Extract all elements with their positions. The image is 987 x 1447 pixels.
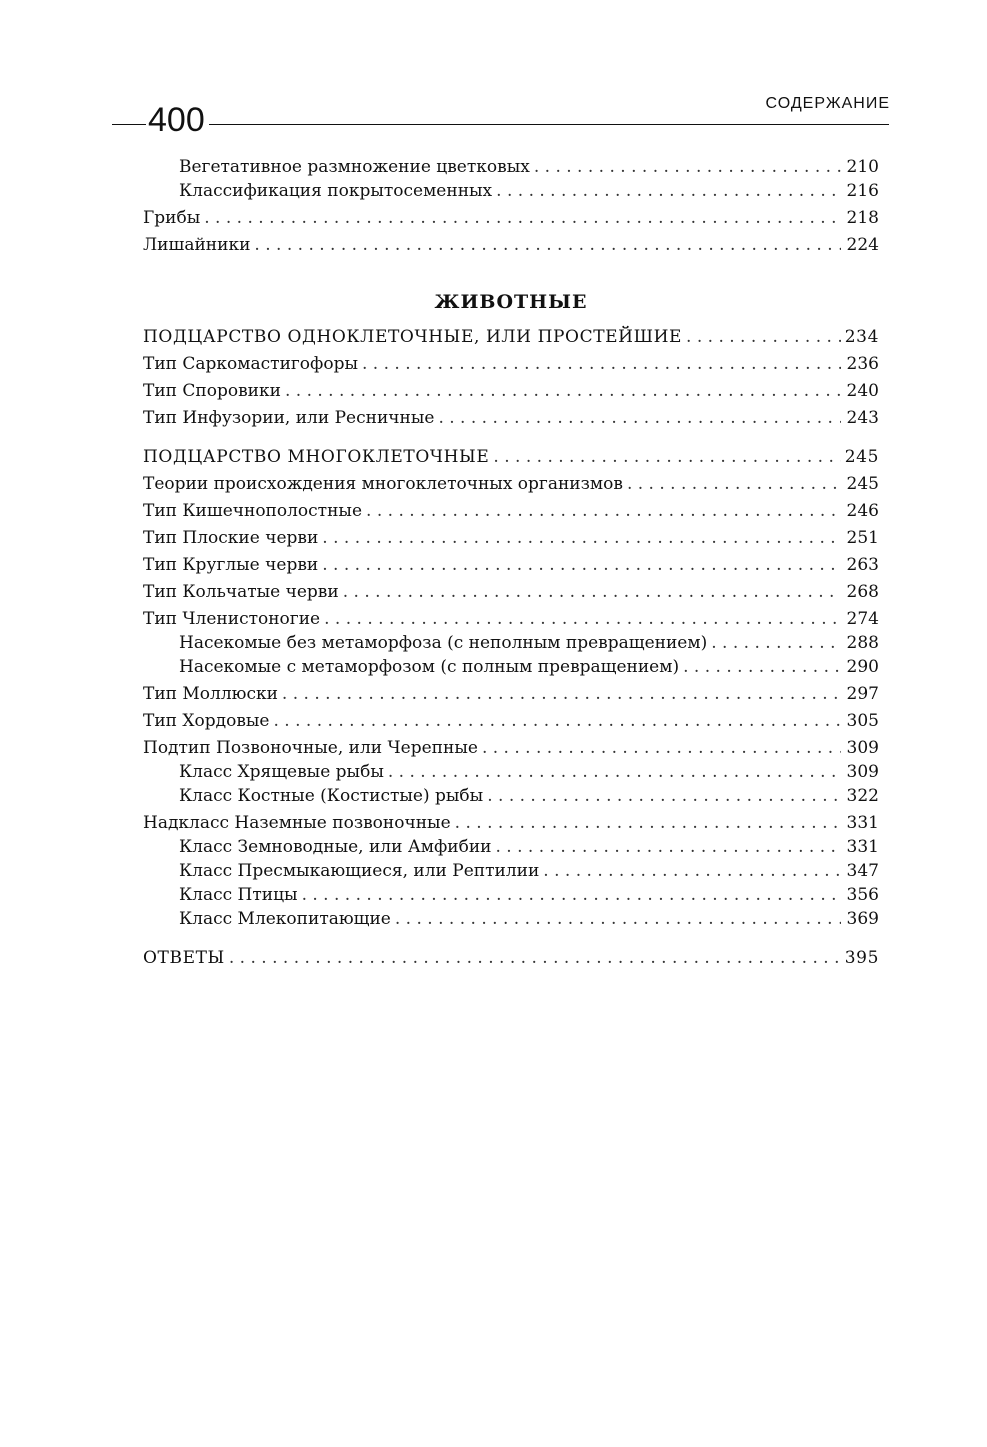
toc-entry[interactable] (143, 325, 879, 349)
leader-dots (274, 709, 842, 733)
toc-entry-page: 290 (846, 657, 879, 677)
toc-entry-title: Класс Млекопитающие (179, 909, 391, 929)
toc-entry-page: 356 (846, 885, 879, 905)
toc-entry-title: ОТВЕТЫ (143, 948, 225, 968)
toc-entry-page: 216 (846, 181, 879, 201)
leader-dots (343, 580, 841, 604)
leader-dots (229, 946, 841, 970)
toc-entry[interactable] (143, 379, 879, 403)
toc-entry-title: Тип Саркомастигофоры (143, 354, 358, 374)
toc-entry-page: 210 (846, 157, 879, 177)
toc-entry-page: 347 (846, 861, 879, 881)
leader-dots (254, 233, 841, 257)
toc-entry-title: Класс Пресмыкающиеся, или Рептилии (179, 861, 540, 881)
toc-entry-title: Тип Споровики (143, 381, 281, 401)
toc-entry-title: Класс Костные (Костистые) рыбы (179, 786, 484, 806)
toc-entry[interactable] (143, 445, 879, 469)
toc-entry-title: Насекомые без метаморфоза (с неполным превращением) (179, 633, 708, 653)
toc-entry-page: 243 (846, 408, 879, 428)
leader-dots (322, 526, 841, 550)
toc-entry[interactable] (143, 233, 879, 257)
leader-dots (285, 379, 841, 403)
toc-entry-page: 240 (846, 381, 879, 401)
leader-dots (534, 155, 841, 179)
toc-entry[interactable] (143, 946, 879, 970)
toc-entry-title: Тип Инфузории, или Ресничные (143, 408, 435, 428)
toc-entry[interactable] (143, 406, 879, 430)
toc-entry-page: 236 (846, 354, 879, 374)
toc-entry-title: Надкласс Наземные позвоночные (143, 813, 451, 833)
toc-entry-page: 309 (846, 762, 879, 782)
toc-entry-page: 245 (844, 447, 879, 467)
toc-entry-page: 369 (846, 909, 879, 929)
toc-entry[interactable] (143, 682, 879, 706)
leader-dots (282, 682, 841, 706)
toc-entry[interactable] (143, 553, 879, 577)
leader-dots (627, 472, 841, 496)
toc-entry-page: 288 (846, 633, 879, 653)
toc-entry-title: Насекомые с метаморфозом (с полным превращением) (179, 657, 680, 677)
toc-entry-title: Класс Земноводные, или Амфибии (179, 837, 492, 857)
toc-entry-title: Класс Птицы (179, 885, 298, 905)
toc-entry[interactable] (143, 760, 879, 784)
leader-dots (543, 859, 841, 883)
leader-dots (455, 811, 841, 835)
toc-entry[interactable] (143, 655, 879, 679)
group-spacer (143, 931, 879, 943)
toc-entry-page: 309 (846, 738, 879, 758)
leader-dots (204, 206, 841, 230)
toc-entry-page: 251 (846, 528, 879, 548)
toc-entry[interactable] (143, 784, 879, 808)
toc-entry-page: 297 (846, 684, 879, 704)
toc-entry-title: ПОДЦАРСТВО ОДНОКЛЕТОЧНЫЕ, ИЛИ ПРОСТЕЙШИЕ (143, 327, 683, 347)
toc-entry-title: Грибы (143, 208, 201, 228)
toc-entry-title: Тип Кольчатые черви (143, 582, 339, 602)
leader-dots (683, 655, 841, 679)
toc-entry[interactable] (143, 472, 879, 496)
toc-entry[interactable] (143, 811, 879, 835)
leader-dots (302, 883, 841, 907)
toc-entry-title: Классификация покрытосеменных (179, 181, 493, 201)
running-title: СОДЕРЖАНИЕ (765, 95, 890, 112)
group-spacer (143, 430, 879, 442)
section-heading: ЖИВОТНЫЕ (434, 291, 588, 313)
leader-dots (324, 607, 841, 631)
toc-entry[interactable] (143, 206, 879, 230)
toc-entry[interactable] (143, 607, 879, 631)
toc-entry-page: 268 (846, 582, 879, 602)
leader-dots (366, 499, 841, 523)
toc-entry-title: Теории происхождения многоклеточных организмов (143, 474, 623, 494)
toc-entry-page: 331 (846, 837, 879, 857)
page-header (0, 0, 987, 140)
toc-entry-title: Тип Плоские черви (143, 528, 319, 548)
toc-entry-page: 218 (846, 208, 879, 228)
toc-entry-page: 245 (846, 474, 879, 494)
toc-entry[interactable] (143, 883, 879, 907)
toc-entry[interactable] (143, 155, 879, 179)
toc-entry-page: 322 (846, 786, 879, 806)
table-of-contents (143, 155, 879, 970)
leader-dots (322, 553, 841, 577)
toc-entry-page: 331 (846, 813, 879, 833)
toc-entry[interactable] (143, 835, 879, 859)
leader-dots (395, 907, 841, 931)
leader-dots (686, 325, 841, 349)
toc-entry[interactable] (143, 499, 879, 523)
toc-entry[interactable] (143, 526, 879, 550)
toc-entry-page: 274 (846, 609, 879, 629)
page-number: 400 (148, 100, 211, 140)
leader-dots (496, 179, 841, 203)
toc-entry-page: 395 (844, 948, 879, 968)
toc-entry-title: Подтип Позвоночные, или Черепные (143, 738, 478, 758)
header-rule-left (112, 124, 146, 125)
toc-entry[interactable] (143, 709, 879, 733)
toc-entry-title: Тип Моллюски (143, 684, 278, 704)
leader-dots (711, 631, 841, 655)
toc-entry[interactable] (143, 179, 879, 203)
toc-entry[interactable] (143, 907, 879, 931)
leader-dots (438, 406, 841, 430)
leader-dots (362, 352, 841, 376)
leader-dots (493, 445, 840, 469)
toc-entry-title: Класс Хрящевые рыбы (179, 762, 384, 782)
toc-entry[interactable] (143, 352, 879, 376)
toc-entry[interactable] (143, 859, 879, 883)
toc-entry-title: ПОДЦАРСТВО МНОГОКЛЕТОЧНЫЕ (143, 447, 490, 467)
leader-dots (495, 835, 841, 859)
toc-entry-title: Вегетативное размножение цветковых (179, 157, 530, 177)
leader-dots (388, 760, 841, 784)
toc-entry-title: Тип Хордовые (143, 711, 270, 731)
toc-entry-title: Лишайники (143, 235, 251, 255)
toc-entry-page: 263 (846, 555, 879, 575)
toc-entry[interactable] (143, 631, 879, 655)
toc-entry-title: Тип Круглые черви (143, 555, 319, 575)
toc-entry-page: 305 (846, 711, 879, 731)
toc-entry-page: 234 (844, 327, 879, 347)
leader-dots (487, 784, 841, 808)
toc-entry-title: Тип Кишечнополостные (143, 501, 363, 521)
toc-entry-page: 224 (846, 235, 879, 255)
toc-entry-title: Тип Членистоногие (143, 609, 321, 629)
toc-entry[interactable] (143, 736, 879, 760)
leader-dots (482, 736, 841, 760)
header-rule-right (209, 124, 889, 125)
toc-entry[interactable] (143, 580, 879, 604)
toc-entry-page: 246 (846, 501, 879, 521)
